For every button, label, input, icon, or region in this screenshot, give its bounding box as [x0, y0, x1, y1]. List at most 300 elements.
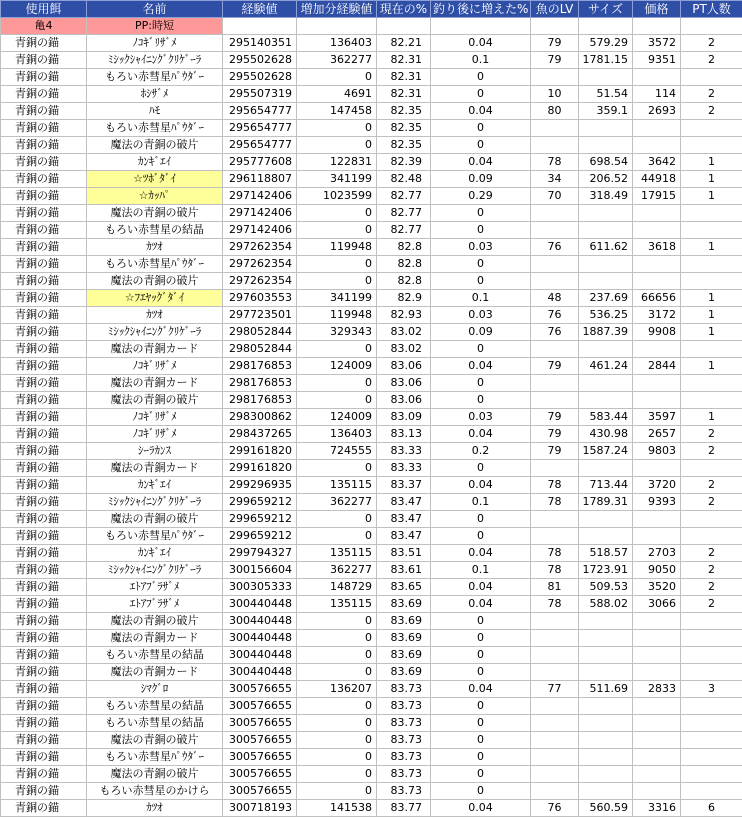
- cell-bait[interactable]: 青銅の錨: [1, 341, 87, 358]
- cell-fish-level[interactable]: [531, 273, 579, 290]
- cell-exp-gain[interactable]: 341199: [297, 171, 377, 188]
- cell-current-percent[interactable]: 83.73: [377, 732, 431, 749]
- cell-size[interactable]: [579, 732, 633, 749]
- cell-fish-level[interactable]: [531, 120, 579, 137]
- cell-exp[interactable]: 299659212: [223, 511, 297, 528]
- cell-exp[interactable]: 297723501: [223, 307, 297, 324]
- cell-bait[interactable]: 青銅の錨: [1, 562, 87, 579]
- cell-name[interactable]: ｼｰﾗｶﾝｽ: [87, 443, 223, 460]
- cell-size[interactable]: 579.29: [579, 35, 633, 52]
- cell-bait[interactable]: 青銅の錨: [1, 171, 87, 188]
- cell-percent-gain[interactable]: 0: [431, 732, 531, 749]
- cell-exp-gain[interactable]: 0: [297, 630, 377, 647]
- cell-name[interactable]: 魔法の青銅カード: [87, 630, 223, 647]
- cell-percent-gain[interactable]: 0.04: [431, 35, 531, 52]
- cell-current-percent[interactable]: 83.69: [377, 613, 431, 630]
- cell-size[interactable]: 509.53: [579, 579, 633, 596]
- cell-current-percent[interactable]: 83.69: [377, 647, 431, 664]
- header-party-size[interactable]: PT人数: [681, 1, 742, 18]
- cell-name[interactable]: 魔法の青銅カード: [87, 664, 223, 681]
- cell-bait[interactable]: 青銅の錨: [1, 443, 87, 460]
- cell-bait[interactable]: 青銅の錨: [1, 103, 87, 120]
- cell-fish-level[interactable]: 76: [531, 324, 579, 341]
- cell-bait[interactable]: 青銅の錨: [1, 154, 87, 171]
- cell-price[interactable]: [633, 783, 681, 800]
- cell-percent-gain[interactable]: 0: [431, 273, 531, 290]
- cell-current-percent[interactable]: 83.47: [377, 528, 431, 545]
- cell-current-percent[interactable]: 82.21: [377, 35, 431, 52]
- cell-price[interactable]: [633, 630, 681, 647]
- cell-bait[interactable]: 青銅の錨: [1, 579, 87, 596]
- cell-exp[interactable]: 300440448: [223, 647, 297, 664]
- cell-size[interactable]: 536.25: [579, 307, 633, 324]
- cell-exp-gain[interactable]: 0: [297, 511, 377, 528]
- cell-exp[interactable]: 295502628: [223, 69, 297, 86]
- cell-price[interactable]: [633, 749, 681, 766]
- cell-name[interactable]: 魔法の青銅の破片: [87, 511, 223, 528]
- cell-party-size[interactable]: [681, 341, 742, 358]
- cell-name[interactable]: ｶﾂｵ: [87, 307, 223, 324]
- cell-exp-gain[interactable]: 0: [297, 273, 377, 290]
- cell-name[interactable]: 魔法の青銅カード: [87, 341, 223, 358]
- cell-price[interactable]: [633, 460, 681, 477]
- cell-current-percent[interactable]: 83.47: [377, 494, 431, 511]
- cell-current-percent[interactable]: 83.73: [377, 766, 431, 783]
- cell-bait[interactable]: 青銅の錨: [1, 647, 87, 664]
- cell-exp-gain[interactable]: 362277: [297, 494, 377, 511]
- cell-exp-gain[interactable]: 0: [297, 120, 377, 137]
- cell-size[interactable]: 611.62: [579, 239, 633, 256]
- cell-current-percent[interactable]: 83.65: [377, 579, 431, 596]
- cell-current-percent[interactable]: 82.31: [377, 86, 431, 103]
- cell-name[interactable]: もろい赤彗星の結晶: [87, 222, 223, 239]
- cell-name[interactable]: ﾐｼｯｸｼｬｲﾆﾝｸﾞｸﾘｹﾞｰﾗ: [87, 324, 223, 341]
- cell-size[interactable]: [579, 273, 633, 290]
- cell-size[interactable]: [579, 528, 633, 545]
- cell-percent-gain[interactable]: 0.09: [431, 171, 531, 188]
- cell-fish-level[interactable]: [531, 222, 579, 239]
- cell-current-percent[interactable]: 83.69: [377, 664, 431, 681]
- cell-percent-gain[interactable]: 0.29: [431, 188, 531, 205]
- cell-exp-gain[interactable]: 135115: [297, 596, 377, 613]
- cell-current-percent[interactable]: 82.31: [377, 69, 431, 86]
- cell-price[interactable]: 2693: [633, 103, 681, 120]
- cell-exp[interactable]: 300718193: [223, 800, 297, 817]
- cell-current-percent[interactable]: 83.06: [377, 392, 431, 409]
- cell-exp[interactable]: 299659212: [223, 528, 297, 545]
- cell-exp-gain[interactable]: 0: [297, 222, 377, 239]
- cell-exp[interactable]: 300440448: [223, 613, 297, 630]
- cell-size[interactable]: 1723.91: [579, 562, 633, 579]
- cell-exp[interactable]: 295654777: [223, 103, 297, 120]
- cell-current-percent[interactable]: 82.39: [377, 154, 431, 171]
- cell-name[interactable]: もろい赤彗星ﾊﾟｳﾀﾞｰ: [87, 749, 223, 766]
- cell-price[interactable]: 9351: [633, 52, 681, 69]
- cell-exp[interactable]: 297262354: [223, 273, 297, 290]
- cell-size[interactable]: [579, 647, 633, 664]
- cell-current-percent[interactable]: 82.77: [377, 205, 431, 222]
- cell-exp-gain[interactable]: 0: [297, 783, 377, 800]
- cell-fish-level[interactable]: [531, 613, 579, 630]
- cell-price[interactable]: [633, 69, 681, 86]
- cell-exp[interactable]: 295507319: [223, 86, 297, 103]
- cell-bait[interactable]: 青銅の錨: [1, 681, 87, 698]
- cell-bait[interactable]: 青銅の錨: [1, 188, 87, 205]
- cell-fish-level[interactable]: [531, 341, 579, 358]
- table-cell[interactable]: [431, 18, 531, 35]
- header-percent-gain[interactable]: 釣り後に増えた%: [431, 1, 531, 18]
- header-exp-gain[interactable]: 増加分経験値: [297, 1, 377, 18]
- cell-name[interactable]: ﾊﾓ: [87, 103, 223, 120]
- cell-exp[interactable]: 298052844: [223, 341, 297, 358]
- cell-exp[interactable]: 297262354: [223, 256, 297, 273]
- cell-fish-level[interactable]: [531, 630, 579, 647]
- cell-percent-gain[interactable]: 0: [431, 647, 531, 664]
- cell-percent-gain[interactable]: 0: [431, 460, 531, 477]
- cell-size[interactable]: 1789.31: [579, 494, 633, 511]
- cell-current-percent[interactable]: 82.77: [377, 188, 431, 205]
- cell-exp-gain[interactable]: 0: [297, 664, 377, 681]
- cell-price[interactable]: [633, 698, 681, 715]
- cell-name[interactable]: ｶﾝｷﾞｴｲ: [87, 545, 223, 562]
- cell-size[interactable]: [579, 783, 633, 800]
- cell-name[interactable]: ｶﾂｵ: [87, 800, 223, 817]
- cell-party-size[interactable]: 2: [681, 103, 742, 120]
- cell-price[interactable]: [633, 205, 681, 222]
- cell-fish-level[interactable]: [531, 698, 579, 715]
- cell-name[interactable]: ﾉｺｷﾞﾘｻﾞﾒ: [87, 426, 223, 443]
- cell-exp[interactable]: 300576655: [223, 766, 297, 783]
- table-cell[interactable]: [681, 18, 742, 35]
- cell-party-size[interactable]: [681, 749, 742, 766]
- cell-size[interactable]: [579, 256, 633, 273]
- cell-fish-level[interactable]: 79: [531, 35, 579, 52]
- cell-percent-gain[interactable]: 0.03: [431, 307, 531, 324]
- cell-fish-level[interactable]: 78: [531, 596, 579, 613]
- cell-current-percent[interactable]: 83.73: [377, 698, 431, 715]
- cell-bait[interactable]: 青銅の錨: [1, 613, 87, 630]
- cell-percent-gain[interactable]: 0.04: [431, 681, 531, 698]
- cell-party-size[interactable]: 2: [681, 477, 742, 494]
- cell-size[interactable]: 318.49: [579, 188, 633, 205]
- cell-name[interactable]: ﾉｺｷﾞﾘｻﾞﾒ: [87, 35, 223, 52]
- cell-price[interactable]: 2703: [633, 545, 681, 562]
- cell-percent-gain[interactable]: 0: [431, 69, 531, 86]
- table-cell[interactable]: [579, 18, 633, 35]
- cell-percent-gain[interactable]: 0: [431, 715, 531, 732]
- cell-party-size[interactable]: 2: [681, 443, 742, 460]
- cell-size[interactable]: [579, 698, 633, 715]
- cell-exp[interactable]: 300576655: [223, 715, 297, 732]
- header-price[interactable]: 価格: [633, 1, 681, 18]
- cell-current-percent[interactable]: 82.35: [377, 137, 431, 154]
- cell-bait[interactable]: 青銅の錨: [1, 698, 87, 715]
- cell-price[interactable]: [633, 766, 681, 783]
- cell-party-size[interactable]: [681, 69, 742, 86]
- cell-bait[interactable]: 青銅の錨: [1, 664, 87, 681]
- cell-exp-gain[interactable]: 136403: [297, 35, 377, 52]
- info-bait-cell[interactable]: 亀4: [1, 18, 87, 35]
- cell-current-percent[interactable]: 82.31: [377, 52, 431, 69]
- cell-percent-gain[interactable]: 0: [431, 783, 531, 800]
- cell-percent-gain[interactable]: 0: [431, 137, 531, 154]
- cell-price[interactable]: 114: [633, 86, 681, 103]
- cell-exp-gain[interactable]: 124009: [297, 358, 377, 375]
- cell-fish-level[interactable]: [531, 205, 579, 222]
- cell-exp-gain[interactable]: 0: [297, 766, 377, 783]
- cell-name[interactable]: もろい赤彗星ﾊﾟｳﾀﾞｰ: [87, 120, 223, 137]
- cell-percent-gain[interactable]: 0.2: [431, 443, 531, 460]
- cell-name[interactable]: ｴﾄｱﾌﾞﾗｻﾞﾒ: [87, 596, 223, 613]
- cell-name[interactable]: 魔法の青銅の破片: [87, 732, 223, 749]
- cell-price[interactable]: [633, 120, 681, 137]
- cell-price[interactable]: [633, 341, 681, 358]
- cell-exp-gain[interactable]: 0: [297, 205, 377, 222]
- cell-fish-level[interactable]: 79: [531, 409, 579, 426]
- cell-percent-gain[interactable]: 0: [431, 120, 531, 137]
- cell-exp-gain[interactable]: 124009: [297, 409, 377, 426]
- cell-size[interactable]: 511.69: [579, 681, 633, 698]
- cell-fish-level[interactable]: [531, 715, 579, 732]
- cell-percent-gain[interactable]: 0.04: [431, 596, 531, 613]
- cell-fish-level[interactable]: [531, 732, 579, 749]
- cell-price[interactable]: 3597: [633, 409, 681, 426]
- cell-percent-gain[interactable]: 0: [431, 341, 531, 358]
- cell-size[interactable]: [579, 664, 633, 681]
- cell-fish-level[interactable]: 81: [531, 579, 579, 596]
- cell-fish-level[interactable]: 76: [531, 800, 579, 817]
- cell-fish-level[interactable]: 79: [531, 443, 579, 460]
- cell-party-size[interactable]: 1: [681, 154, 742, 171]
- cell-price[interactable]: [633, 613, 681, 630]
- cell-exp[interactable]: 300440448: [223, 630, 297, 647]
- cell-size[interactable]: [579, 205, 633, 222]
- cell-party-size[interactable]: [681, 222, 742, 239]
- cell-fish-level[interactable]: 76: [531, 239, 579, 256]
- cell-party-size[interactable]: 2: [681, 426, 742, 443]
- cell-bait[interactable]: 青銅の錨: [1, 426, 87, 443]
- cell-price[interactable]: [633, 392, 681, 409]
- cell-fish-level[interactable]: [531, 392, 579, 409]
- cell-party-size[interactable]: [681, 528, 742, 545]
- cell-party-size[interactable]: 1: [681, 188, 742, 205]
- cell-exp[interactable]: 300576655: [223, 681, 297, 698]
- cell-size[interactable]: [579, 749, 633, 766]
- cell-exp[interactable]: 295654777: [223, 137, 297, 154]
- cell-name[interactable]: ﾉｺｷﾞﾘｻﾞﾒ: [87, 409, 223, 426]
- cell-size[interactable]: 237.69: [579, 290, 633, 307]
- cell-bait[interactable]: 青銅の錨: [1, 35, 87, 52]
- cell-exp[interactable]: 295777608: [223, 154, 297, 171]
- cell-party-size[interactable]: [681, 630, 742, 647]
- cell-fish-level[interactable]: 10: [531, 86, 579, 103]
- cell-percent-gain[interactable]: 0: [431, 698, 531, 715]
- cell-exp-gain[interactable]: 0: [297, 137, 377, 154]
- cell-party-size[interactable]: 1: [681, 239, 742, 256]
- cell-size[interactable]: [579, 613, 633, 630]
- cell-price[interactable]: 3520: [633, 579, 681, 596]
- cell-size[interactable]: [579, 392, 633, 409]
- cell-party-size[interactable]: [681, 613, 742, 630]
- cell-exp-gain[interactable]: 0: [297, 749, 377, 766]
- info-name-cell[interactable]: PP:時短: [87, 18, 223, 35]
- cell-party-size[interactable]: 2: [681, 494, 742, 511]
- cell-exp[interactable]: 299296935: [223, 477, 297, 494]
- cell-price[interactable]: 3642: [633, 154, 681, 171]
- cell-current-percent[interactable]: 82.48: [377, 171, 431, 188]
- cell-exp-gain[interactable]: 362277: [297, 562, 377, 579]
- cell-percent-gain[interactable]: 0.1: [431, 494, 531, 511]
- cell-bait[interactable]: 青銅の錨: [1, 596, 87, 613]
- cell-price[interactable]: [633, 664, 681, 681]
- cell-exp[interactable]: 297262354: [223, 239, 297, 256]
- cell-percent-gain[interactable]: 0.09: [431, 324, 531, 341]
- cell-current-percent[interactable]: 83.02: [377, 341, 431, 358]
- cell-price[interactable]: 3572: [633, 35, 681, 52]
- cell-percent-gain[interactable]: 0.04: [431, 103, 531, 120]
- cell-name[interactable]: ﾐｼｯｸｼｬｲﾆﾝｸﾞｸﾘｹﾞｰﾗ: [87, 562, 223, 579]
- cell-price[interactable]: 3720: [633, 477, 681, 494]
- cell-exp[interactable]: 295654777: [223, 120, 297, 137]
- cell-price[interactable]: 66656: [633, 290, 681, 307]
- cell-bait[interactable]: 青銅の錨: [1, 273, 87, 290]
- cell-party-size[interactable]: [681, 766, 742, 783]
- cell-current-percent[interactable]: 83.51: [377, 545, 431, 562]
- cell-bait[interactable]: 青銅の錨: [1, 409, 87, 426]
- cell-exp[interactable]: 297603553: [223, 290, 297, 307]
- cell-current-percent[interactable]: 83.77: [377, 800, 431, 817]
- cell-bait[interactable]: 青銅の錨: [1, 715, 87, 732]
- cell-price[interactable]: [633, 137, 681, 154]
- cell-current-percent[interactable]: 82.35: [377, 103, 431, 120]
- cell-bait[interactable]: 青銅の錨: [1, 545, 87, 562]
- cell-name[interactable]: 魔法の青銅カード: [87, 375, 223, 392]
- cell-price[interactable]: [633, 732, 681, 749]
- cell-percent-gain[interactable]: 0: [431, 86, 531, 103]
- cell-size[interactable]: [579, 766, 633, 783]
- cell-exp[interactable]: 299659212: [223, 494, 297, 511]
- cell-price[interactable]: 2844: [633, 358, 681, 375]
- cell-name[interactable]: ☆ﾌｴﾔｯｸﾞﾀﾞｲ: [87, 290, 223, 307]
- cell-current-percent[interactable]: 82.8: [377, 256, 431, 273]
- cell-exp[interactable]: 298300862: [223, 409, 297, 426]
- cell-size[interactable]: 698.54: [579, 154, 633, 171]
- cell-size[interactable]: [579, 375, 633, 392]
- cell-price[interactable]: [633, 375, 681, 392]
- table-cell[interactable]: [531, 18, 579, 35]
- cell-bait[interactable]: 青銅の錨: [1, 358, 87, 375]
- cell-exp-gain[interactable]: 0: [297, 460, 377, 477]
- table-cell[interactable]: [633, 18, 681, 35]
- cell-size[interactable]: [579, 137, 633, 154]
- cell-fish-level[interactable]: 78: [531, 562, 579, 579]
- cell-exp[interactable]: 300305333: [223, 579, 297, 596]
- cell-name[interactable]: ｴﾄｱﾌﾞﾗｻﾞﾒ: [87, 579, 223, 596]
- cell-size[interactable]: [579, 630, 633, 647]
- cell-current-percent[interactable]: 83.33: [377, 443, 431, 460]
- cell-exp[interactable]: 298052844: [223, 324, 297, 341]
- cell-fish-level[interactable]: [531, 256, 579, 273]
- cell-current-percent[interactable]: 83.37: [377, 477, 431, 494]
- cell-exp-gain[interactable]: 141538: [297, 800, 377, 817]
- cell-exp-gain[interactable]: 0: [297, 698, 377, 715]
- cell-party-size[interactable]: [681, 647, 742, 664]
- cell-fish-level[interactable]: [531, 783, 579, 800]
- cell-bait[interactable]: 青銅の錨: [1, 69, 87, 86]
- cell-fish-level[interactable]: [531, 460, 579, 477]
- cell-percent-gain[interactable]: 0.03: [431, 239, 531, 256]
- cell-price[interactable]: 9803: [633, 443, 681, 460]
- cell-percent-gain[interactable]: 0.04: [431, 358, 531, 375]
- cell-size[interactable]: 713.44: [579, 477, 633, 494]
- cell-name[interactable]: 魔法の青銅の破片: [87, 613, 223, 630]
- cell-exp-gain[interactable]: 1023599: [297, 188, 377, 205]
- cell-bait[interactable]: 青銅の錨: [1, 800, 87, 817]
- cell-fish-level[interactable]: [531, 511, 579, 528]
- cell-size[interactable]: [579, 511, 633, 528]
- cell-exp-gain[interactable]: 119948: [297, 239, 377, 256]
- cell-percent-gain[interactable]: 0: [431, 528, 531, 545]
- cell-party-size[interactable]: [681, 205, 742, 222]
- cell-party-size[interactable]: [681, 783, 742, 800]
- cell-party-size[interactable]: 1: [681, 290, 742, 307]
- cell-party-size[interactable]: [681, 256, 742, 273]
- cell-bait[interactable]: 青銅の錨: [1, 222, 87, 239]
- cell-exp-gain[interactable]: 0: [297, 613, 377, 630]
- cell-party-size[interactable]: [681, 273, 742, 290]
- cell-exp[interactable]: 298176853: [223, 375, 297, 392]
- cell-current-percent[interactable]: 83.47: [377, 511, 431, 528]
- cell-bait[interactable]: 青銅の錨: [1, 477, 87, 494]
- cell-bait[interactable]: 青銅の錨: [1, 205, 87, 222]
- cell-exp[interactable]: 300576655: [223, 732, 297, 749]
- header-size[interactable]: サイズ: [579, 1, 633, 18]
- cell-percent-gain[interactable]: 0: [431, 222, 531, 239]
- cell-fish-level[interactable]: 78: [531, 154, 579, 171]
- cell-exp[interactable]: 299161820: [223, 443, 297, 460]
- cell-name[interactable]: 魔法の青銅カード: [87, 460, 223, 477]
- cell-exp-gain[interactable]: 0: [297, 69, 377, 86]
- cell-party-size[interactable]: 2: [681, 596, 742, 613]
- cell-exp[interactable]: 298437265: [223, 426, 297, 443]
- cell-current-percent[interactable]: 83.09: [377, 409, 431, 426]
- cell-fish-level[interactable]: 70: [531, 188, 579, 205]
- cell-size[interactable]: [579, 69, 633, 86]
- cell-name[interactable]: ｼﾏｸﾞﾛ: [87, 681, 223, 698]
- cell-fish-level[interactable]: [531, 69, 579, 86]
- cell-party-size[interactable]: 1: [681, 358, 742, 375]
- cell-size[interactable]: [579, 222, 633, 239]
- cell-current-percent[interactable]: 82.8: [377, 273, 431, 290]
- cell-name[interactable]: ﾎｼｻﾞﾒ: [87, 86, 223, 103]
- cell-size[interactable]: 430.98: [579, 426, 633, 443]
- cell-percent-gain[interactable]: 0.1: [431, 562, 531, 579]
- cell-fish-level[interactable]: 79: [531, 358, 579, 375]
- cell-percent-gain[interactable]: 0: [431, 749, 531, 766]
- cell-name[interactable]: ｶﾂｵ: [87, 239, 223, 256]
- cell-party-size[interactable]: 2: [681, 562, 742, 579]
- cell-size[interactable]: [579, 460, 633, 477]
- cell-current-percent[interactable]: 83.69: [377, 596, 431, 613]
- cell-bait[interactable]: 青銅の錨: [1, 86, 87, 103]
- cell-fish-level[interactable]: [531, 664, 579, 681]
- cell-exp-gain[interactable]: 4691: [297, 86, 377, 103]
- cell-party-size[interactable]: 2: [681, 545, 742, 562]
- cell-current-percent[interactable]: 83.73: [377, 749, 431, 766]
- cell-fish-level[interactable]: [531, 749, 579, 766]
- cell-price[interactable]: [633, 528, 681, 545]
- cell-exp[interactable]: 299794327: [223, 545, 297, 562]
